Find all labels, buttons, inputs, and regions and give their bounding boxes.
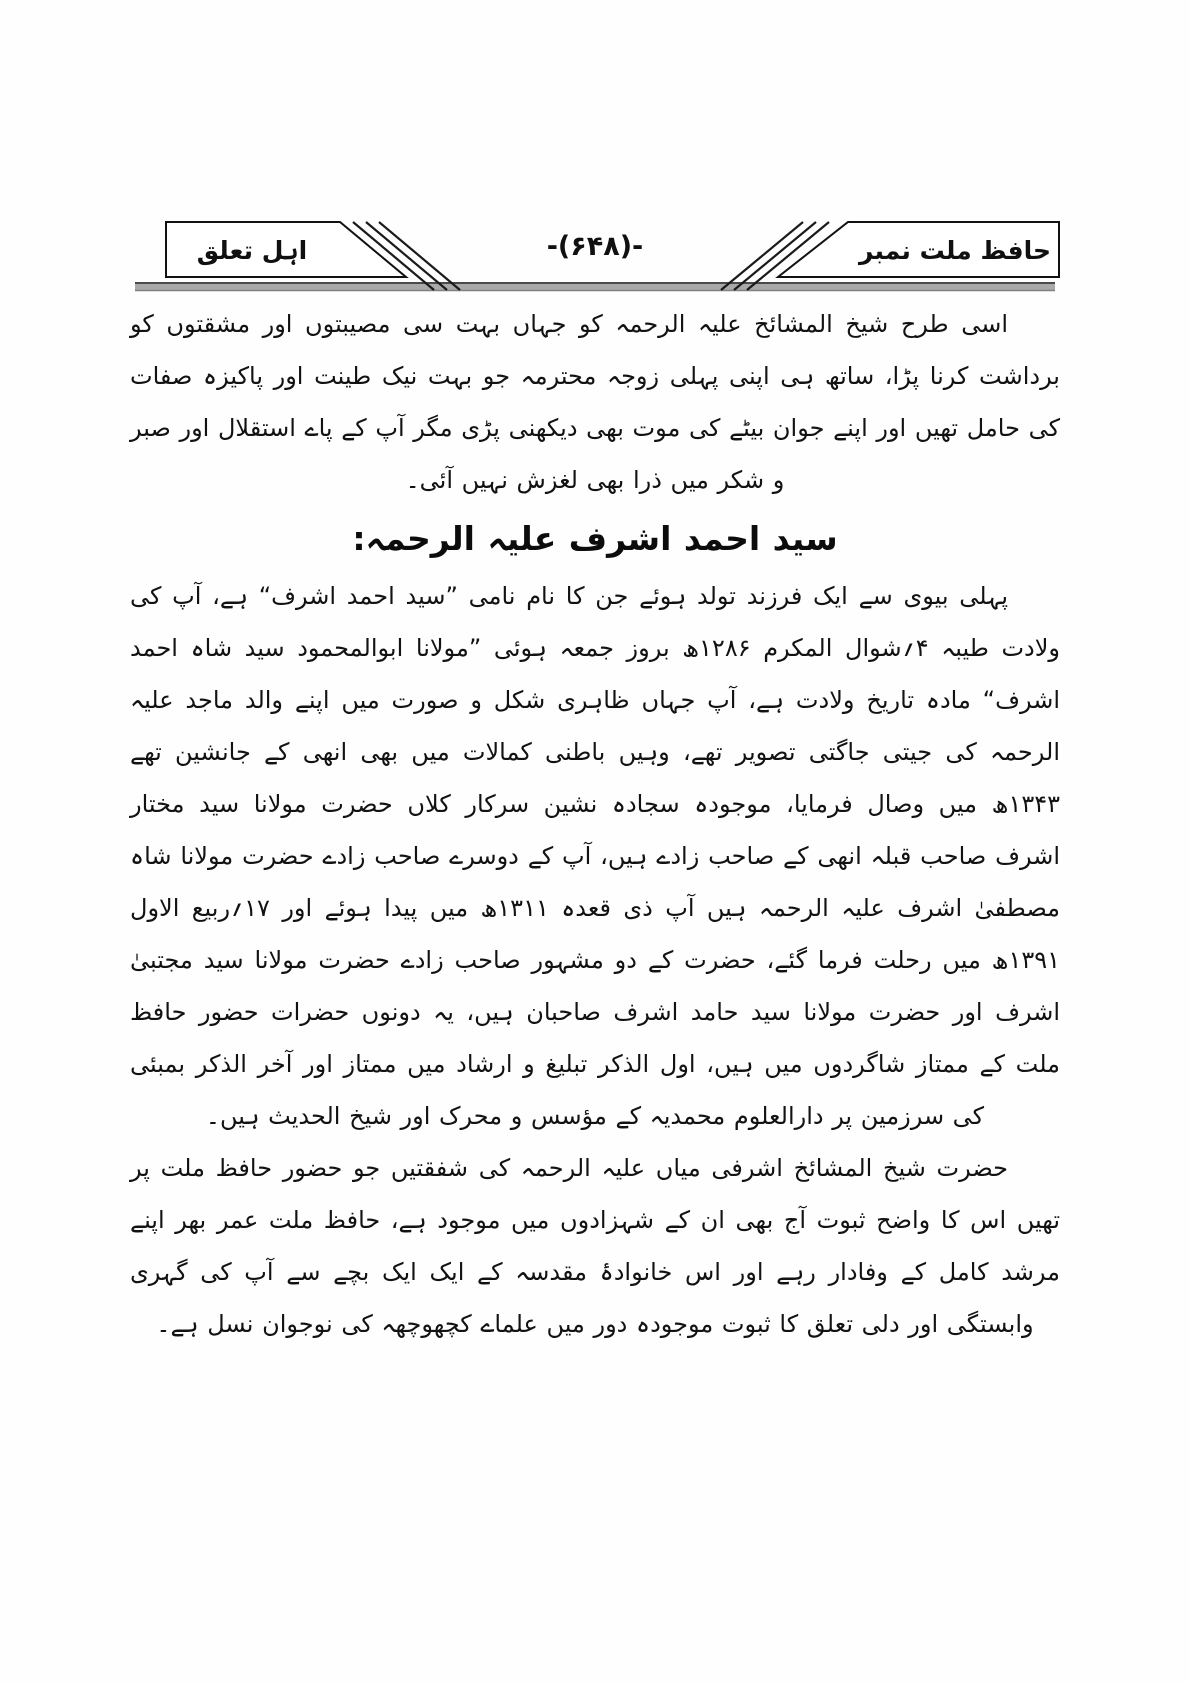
section-tab-label: اہل تعلق — [196, 236, 308, 265]
body-paragraph-1: اسی طرح شیخ المشائخ علیہ الرحمہ کو جہاں بہت سی مصیبتوں اور مشقتوں کو برداشت کرنا پڑا، ساتھ ہی اپنی پہلی زوجہ محترمہ جو بہت نیک طینت اور پاکیزہ صفات کی حامل تھیں اور اپنے جوان بیٹے کی موت بھی دیکھنی پڑی مگر آپ کے پاے استقلال اور صبر و شکر میں ذرا بھی لغزش نہیں آئی۔ — [130, 310, 1060, 494]
section-heading: سید احمد اشرف علیہ الرحمہ: — [352, 519, 838, 558]
issue-tab-label: حافظ ملت نمبر — [858, 236, 1051, 265]
header-rule — [135, 283, 1055, 291]
article-text-block — [130, 298, 1060, 1350]
body-paragraph-2: پہلی بیوی سے ایک فرزند تولد ہوئے جن کا نام نامی ”سید احمد اشرف“ ہے، آپ کی ولادت طیبہ ۴؍شوال المکرم ۱۲۸۶ھ بروز جمعہ ہوئی ”مولانا ابوالمحمود سید شاہ احمد اشرف“ مادہ تاریخ ولادت ہے، آپ جہاں ظاہری شکل و صورت میں اپنے والد ماجد علیہ الرحمہ کی جیتی جاگتی تصویر تھے، وہیں باطنی کمالات میں بھی انھی کے جانشین تھے ۱۳۴۳ھ میں وصال فرمایا، موجودہ سجادہ نشین سرکار کلاں حضرت مولانا سید مختار اشرف صاحب قبلہ انھی کے صاحب زادے ہیں، آپ کے دوسرے صاحب زادے حضرت مولانا شاہ مصطفیٰ اشرف علیہ الرحمہ ہیں آپ ذی قعدہ ۱۳۱۱ھ میں پیدا ہوئے اور ۱۷؍ربیع الاول ۱۳۹۱ھ میں رحلت فرما گئے، حضرت کے دو مشہور صاحب زادے حضرت مولانا سید مجتبیٰ اشرف اور حضرت مولانا سید حامد اشرف صاحبان ہیں، یہ دونوں حضرات حضور حافظ ملت کے ممتاز شاگردوں میں ہیں، اول الذکر تبلیغ و ارشاد میں ممتاز اور آخر الذکر بمبئی کی سرزمین پر دارالعلوم محمدیہ کے مؤسس و محرک اور شیخ الحدیث ہیں۔ — [130, 582, 1061, 1130]
page-number: -(۶۴۸)- — [546, 231, 644, 262]
body-paragraph-3: حضرت شیخ المشائخ اشرفی میاں علیہ الرحمہ کی شفقتیں جو حضور حافظ ملت پر تھیں اس کا واضح ثبوت آج بھی ان کے شہزادوں میں موجود ہے، حافظ ملت عمر بھر اپنے مرشد کامل کے وفادار رہے اور اس خانوادۂ مقدسہ کے ایک ایک بچے سے آپ کی گہری وابستگی اور دلی تعلق کا ثبوت موجودہ دور میں علماے کچھوچھہ کی نوجوان نسل ہے۔ — [130, 1154, 1060, 1338]
